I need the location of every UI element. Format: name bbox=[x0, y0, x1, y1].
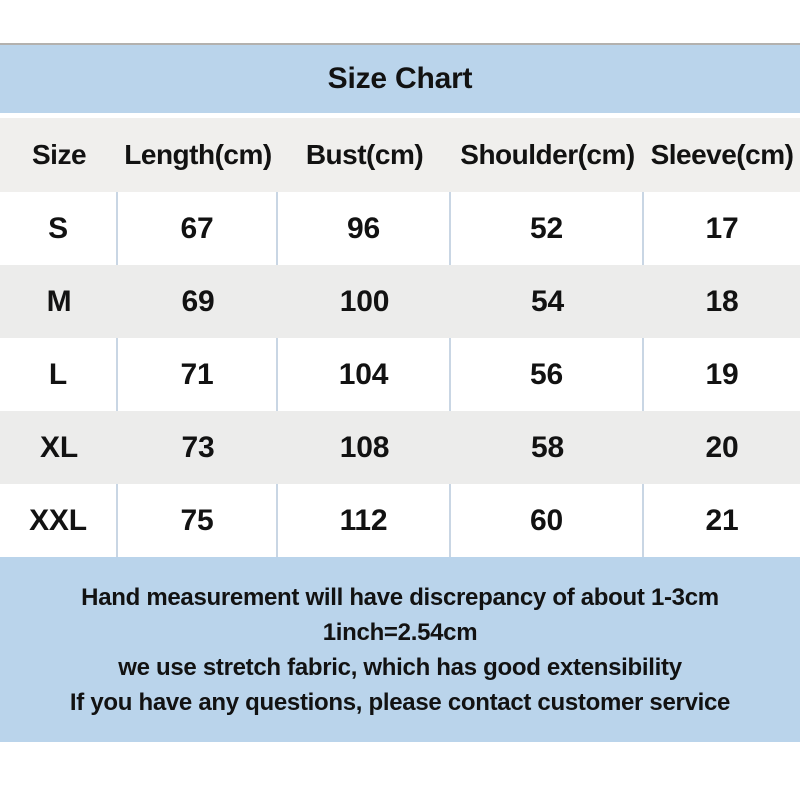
table-row-s bbox=[0, 192, 800, 265]
sleeve-cell: 21 bbox=[705, 503, 739, 537]
shoulder-cell: 60 bbox=[451, 484, 644, 557]
size-cell: XL bbox=[40, 430, 78, 464]
shoulder-cell: 52 bbox=[451, 192, 644, 265]
shoulder-cell: 58 bbox=[531, 430, 564, 464]
length-cell: 73 bbox=[181, 430, 215, 464]
bust-cell: 100 bbox=[339, 284, 390, 318]
measurement-notes bbox=[0, 557, 800, 742]
bust-cell: 112 bbox=[278, 484, 451, 557]
column-header-shoulder: Shoulder(cm) bbox=[460, 139, 635, 170]
note-discrepancy: Hand measurement will have discrepancy of about 1-3cm bbox=[81, 583, 719, 611]
top-margin bbox=[0, 0, 800, 43]
shoulder-cell: 54 bbox=[531, 284, 564, 318]
column-header-sleeve: Sleeve(cm) bbox=[650, 139, 794, 170]
table-row-l bbox=[0, 338, 800, 411]
page-title: Size Chart bbox=[327, 62, 473, 95]
size-cell: S bbox=[0, 192, 118, 265]
bust-cell: 96 bbox=[278, 192, 451, 265]
size-cell: L bbox=[0, 338, 118, 411]
sleeve-cell: 18 bbox=[705, 284, 739, 318]
sleeve-cell: 19 bbox=[705, 357, 739, 391]
size-cell: XXL bbox=[0, 484, 118, 557]
sleeve-cell: 17 bbox=[705, 211, 739, 245]
length-cell: 67 bbox=[118, 192, 278, 265]
length-cell: 71 bbox=[118, 338, 278, 411]
table-row-xxl bbox=[0, 484, 800, 557]
note-contact-service: If you have any questions, please contact customer service bbox=[69, 688, 731, 716]
table-row-xl bbox=[0, 411, 800, 484]
sleeve-cell: 20 bbox=[705, 430, 739, 464]
bust-cell: 104 bbox=[278, 338, 451, 411]
length-cell: 75 bbox=[118, 484, 278, 557]
title-bar bbox=[0, 45, 800, 113]
column-header-size: Size bbox=[31, 139, 87, 170]
column-header-bust: Bust(cm) bbox=[305, 139, 424, 170]
table-row-m bbox=[0, 265, 800, 338]
table-header-row bbox=[0, 118, 800, 192]
column-header-length: Length(cm) bbox=[124, 139, 272, 170]
length-cell: 69 bbox=[181, 284, 215, 318]
bust-cell: 108 bbox=[339, 430, 390, 464]
note-stretch-fabric: we use stretch fabric, which has good extensibility bbox=[118, 653, 682, 681]
note-inch-conversion: 1inch=2.54cm bbox=[322, 618, 478, 646]
size-cell: M bbox=[46, 284, 72, 318]
shoulder-cell: 56 bbox=[451, 338, 644, 411]
